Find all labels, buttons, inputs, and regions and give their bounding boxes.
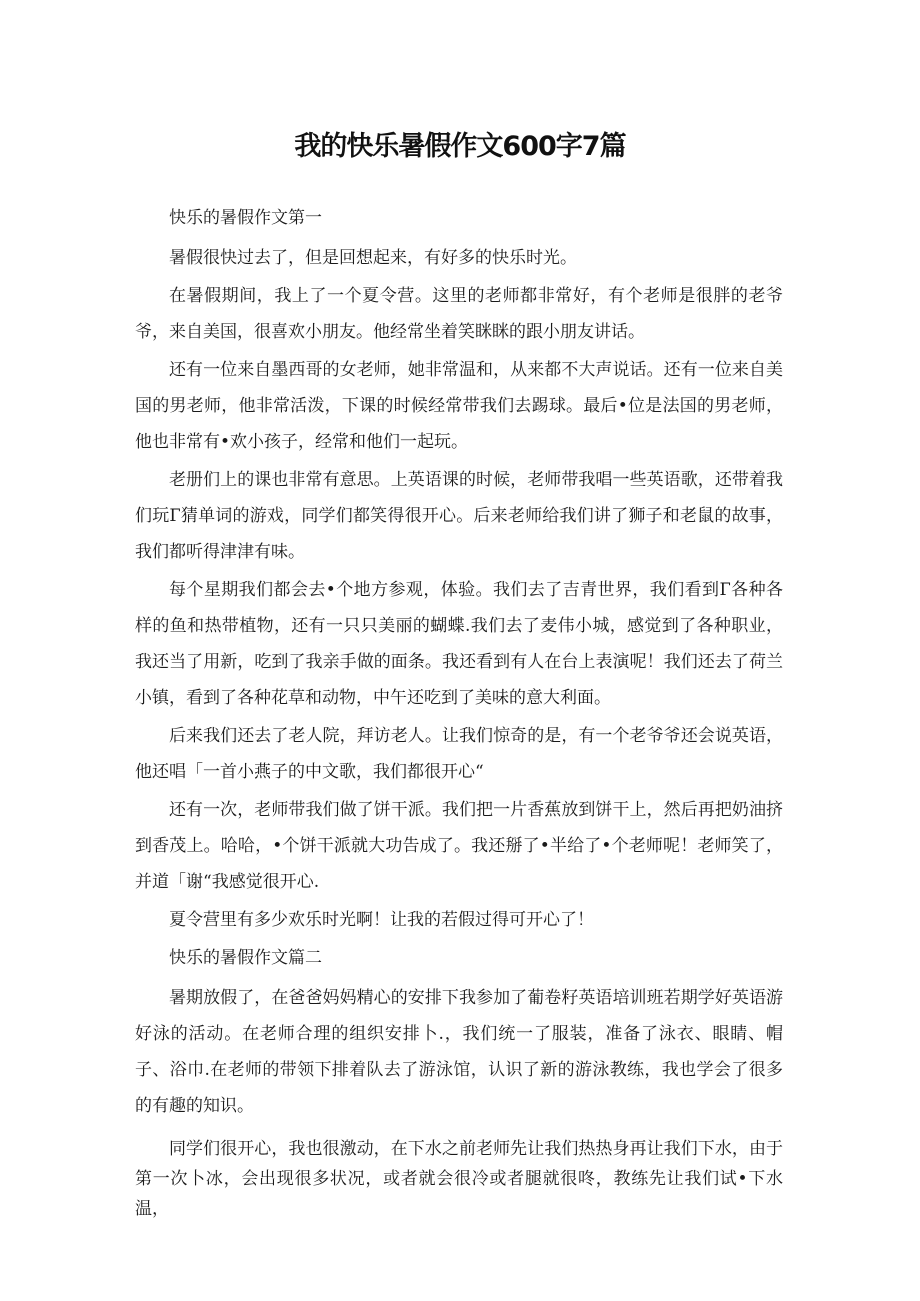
paragraph: 在暑假期间，我上了一个夏令营。这里的老师都非常好，有个老师是很胖的老爷爷，来自美国，很喜欢小朋友。他经常坐着笑眯眯的跟小朋友讲话。 [135,286,783,342]
paragraph: 夏令营里有多少欢乐时光啊！让我的若假过得可开心了！ [169,910,594,930]
paragraph: 后来我们还去了老人院，拜访老人。让我们惊奇的是，有一个老爷爷还会说英语，他还唱「一首小燕子的中文歌，我们都很开心“ [135,726,783,782]
paragraph: 还有一次，老师带我们做了饼干派。我们把一片香蕉放到饼干上，然后再把奶油挤到香茂上。哈哈，•个饼干派就大功告成了。我还掰了•半给了•个老师呢！老师笑了，并道「谢“我感觉很开心. [135,800,783,892]
paragraph: 还有一位来自墨西哥的女老师，她非常温和，从来都不大声说话。还有一位来自美国的男老师，他非常活泼，下课的时候经常带我们去踢球。最后•位是法国的男老师，他也非常有•欢小孩子，经常和他们一起玩。 [135,360,783,452]
paragraph: 每个星期我们都会去•个地方参观，体验。我们去了吉青世界，我们看到Г各种各样的鱼和热带植物，还有一只只美丽的蝴蝶.我们去了麦伟小城，感觉到了各种职业，我还当了用新，吃到了我亲手做的面条。我还看到有人在台上表演呢！我们还去了荷兰小镇，看到了各种花草和动物，中午还吃到了美味的意大利面。 [135,580,783,708]
document-title: 我的快乐暑假作文600字7篇 [294,131,626,162]
paragraph: 暑假很快过去了，但是回想起来，有好多的快乐时光。 [169,248,577,268]
document-body [135,200,783,1226]
section-heading: 快乐的暑假作文第一 [169,208,322,228]
paragraph: 老册们上的课也非常有意思。上英语课的时候，老师带我唱一些英语歌，还带着我们玩Г猜单词的游戏，同学们都笑得很开心。后来老师给我们讲了狮子和老鼠的故事，我们都听得津津有味。 [135,470,783,562]
section-heading: 快乐的暑假作文篇二 [169,948,322,968]
paragraph: 同学们很开心，我也很激动，在下水之前老师先让我们热热身再让我们下水，由于第一次卜冰，会出现很多状况，或者就会很冷或者腿就很咚，教练先让我们试•下水温， [135,1139,783,1219]
paragraph: 暑期放假了，在爸爸妈妈精心的安排下我参加了葡卷籽英语培训班若期学好英语游好泳的活动。在老师合理的组织安排卜.，我们统一了服装，准备了泳衣、眼睛、帽子、浴巾.在老师的带领下排着队去了游泳馆，认识了新的游泳教练，我也学会了很多的有趣的知识。 [135,988,783,1116]
